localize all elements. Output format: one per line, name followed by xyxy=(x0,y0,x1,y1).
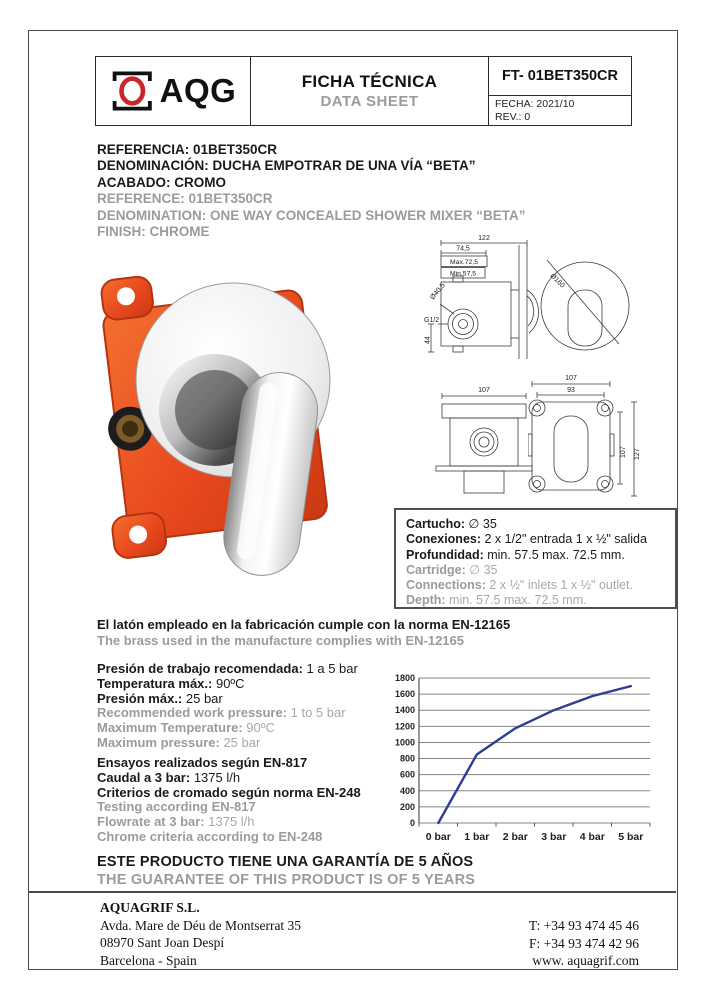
ref-line: DENOMINACIÓN: DUCHA EMPOTRAR DE UNA VÍA “BETA” xyxy=(97,158,476,174)
header-title-cell xyxy=(251,57,489,125)
company-address-line: Barcelona - Spain xyxy=(100,952,197,968)
pressure-block xyxy=(97,662,358,751)
fax-number: F: +34 93 474 42 96 xyxy=(529,935,639,951)
dim-label: 127 xyxy=(634,448,641,460)
svg-text:1400: 1400 xyxy=(394,705,415,716)
company-address-line: 08970 Sant Joan Despí xyxy=(100,935,225,951)
dim-label: 122 xyxy=(478,235,490,242)
svg-text:1600: 1600 xyxy=(394,689,415,700)
svg-text:600: 600 xyxy=(399,769,415,780)
norm-block xyxy=(97,617,510,649)
cartridge-info-box xyxy=(394,508,677,609)
spec-line: Recommended work pressure: 1 to 5 bar xyxy=(97,705,346,721)
cartridge-line: Profundidad: min. 57.5 max. 72.5 mm. xyxy=(406,547,625,562)
footer-contact-block xyxy=(529,917,639,970)
cartridge-line: Connections: 2 x ½" inlets 1 x ½" outlet. xyxy=(406,578,634,593)
sheet-title-en: DATA SHEET xyxy=(320,93,419,110)
cartridge-line: Conexiones: 2 x 1/2" entrada 1 x ½" salida xyxy=(406,532,647,547)
svg-text:4 bar: 4 bar xyxy=(579,831,605,843)
doc-code-cell xyxy=(489,57,631,125)
drawing-side-front xyxy=(423,234,635,364)
spec-line: Ensayos realizados según EN-817 xyxy=(97,755,308,770)
svg-text:0 bar: 0 bar xyxy=(425,831,451,843)
flow-chart xyxy=(392,668,687,851)
guarantee-en: THE GUARANTEE OF THIS PRODUCT IS OF 5 YEARS xyxy=(97,872,476,888)
ref-line: DENOMINATION: ONE WAY CONCEALED SHOWER MIXER “BETA” xyxy=(97,207,526,223)
testing-block xyxy=(97,756,361,845)
spec-line: Maximum pressure: 25 bar xyxy=(97,734,261,750)
spec-line: Presión máx.: 25 bar xyxy=(97,690,223,706)
dim-label: 107 xyxy=(565,375,577,382)
spec-line: Chrome criteria according to EN-248 xyxy=(97,828,323,844)
svg-text:400: 400 xyxy=(399,785,415,796)
company-name: AQUAGRIF S.L. xyxy=(100,900,200,915)
dim-label: 107 xyxy=(620,446,627,458)
svg-text:800: 800 xyxy=(399,753,415,764)
svg-text:1200: 1200 xyxy=(394,721,415,732)
product-photo xyxy=(78,252,403,592)
svg-text:5 bar: 5 bar xyxy=(618,831,644,843)
doc-code: FT- 01BET350CR xyxy=(489,57,631,96)
spec-line: Temperatura máx.: 90ºC xyxy=(97,675,245,691)
dim-label: Ø160 xyxy=(548,272,566,290)
flow-chart-svg xyxy=(392,668,687,851)
footer-company-block xyxy=(100,899,301,969)
svg-text:200: 200 xyxy=(399,801,415,812)
norm-es: El latón empleado en la fabricación cumple con la norma EN-12165 xyxy=(97,617,511,632)
ref-line: REFERENCE: 01BET350CR xyxy=(97,191,273,207)
cartridge-line: Depth: min. 57.5 max. 72.5 mm. xyxy=(406,593,587,608)
cartridge-line: Cartucho: ∅ 35 xyxy=(406,517,497,531)
spec-line: Testing according EN-817 xyxy=(97,799,256,815)
footer-divider xyxy=(28,891,676,893)
norm-en: The brass used in the manufacture complies with EN-12165 xyxy=(97,632,464,648)
svg-text:1800: 1800 xyxy=(394,673,415,683)
dim-label: Min.57,5 xyxy=(449,270,477,278)
svg-text:1 bar: 1 bar xyxy=(464,831,490,843)
phone-number: T: +34 93 474 45 46 xyxy=(528,918,639,933)
aqg-logo-icon xyxy=(110,66,156,116)
dim-label: 44 xyxy=(424,336,432,344)
cartridge-line: Cartridge: ∅ 35 xyxy=(406,562,498,577)
drawing-bottom-view xyxy=(432,384,537,504)
dim-label: 93 xyxy=(567,387,575,394)
drawing-back-view xyxy=(528,372,645,504)
spec-line: Caudal a 3 bar: 1375 l/h xyxy=(97,769,241,785)
ref-line: ACABADO: CROMO xyxy=(97,174,226,190)
brand-name: AQG xyxy=(159,72,237,109)
spec-line: Maximum Temperature: 90ºC xyxy=(97,720,275,736)
website: www. aquagrif.com xyxy=(532,953,639,969)
dim-label: 74,5 xyxy=(456,245,470,253)
reference-block xyxy=(97,142,627,240)
dim-label: Ø40,5 xyxy=(429,282,447,302)
guarantee-es: ESTE PRODUCTO TIENE UNA GARANTÍA DE 5 AÑOS xyxy=(97,854,474,870)
doc-date: FECHA: 2021/10 xyxy=(495,98,575,110)
spec-line: Criterios de cromado según norma EN-248 xyxy=(97,784,361,800)
spec-line: Presión de trabajo recomendada: 1 a 5 bar xyxy=(97,661,358,676)
sheet-title-es: FICHA TÉCNICA xyxy=(301,72,438,91)
doc-rev: REV.: 0 xyxy=(495,110,531,123)
brand-logo xyxy=(96,57,251,125)
header xyxy=(95,56,632,126)
svg-text:2 bar: 2 bar xyxy=(502,831,528,843)
svg-text:0: 0 xyxy=(409,818,415,828)
ref-line: FINISH: CHROME xyxy=(97,224,210,240)
doc-meta xyxy=(489,96,631,125)
ref-line: REFERENCIA: 01BET350CR xyxy=(97,142,278,157)
spec-line: Flowrate at 3 bar: 1375 l/h xyxy=(97,814,255,830)
dim-label: 107 xyxy=(478,387,490,394)
dim-label: Max.72,5 xyxy=(450,259,478,266)
company-address-line: Avda. Mare de Déu de Montserrat 35 xyxy=(100,917,302,933)
svg-text:3 bar: 3 bar xyxy=(541,831,567,843)
svg-text:1000: 1000 xyxy=(394,737,415,748)
dim-label: G1/2 xyxy=(424,317,440,324)
guarantee-block xyxy=(97,853,475,889)
